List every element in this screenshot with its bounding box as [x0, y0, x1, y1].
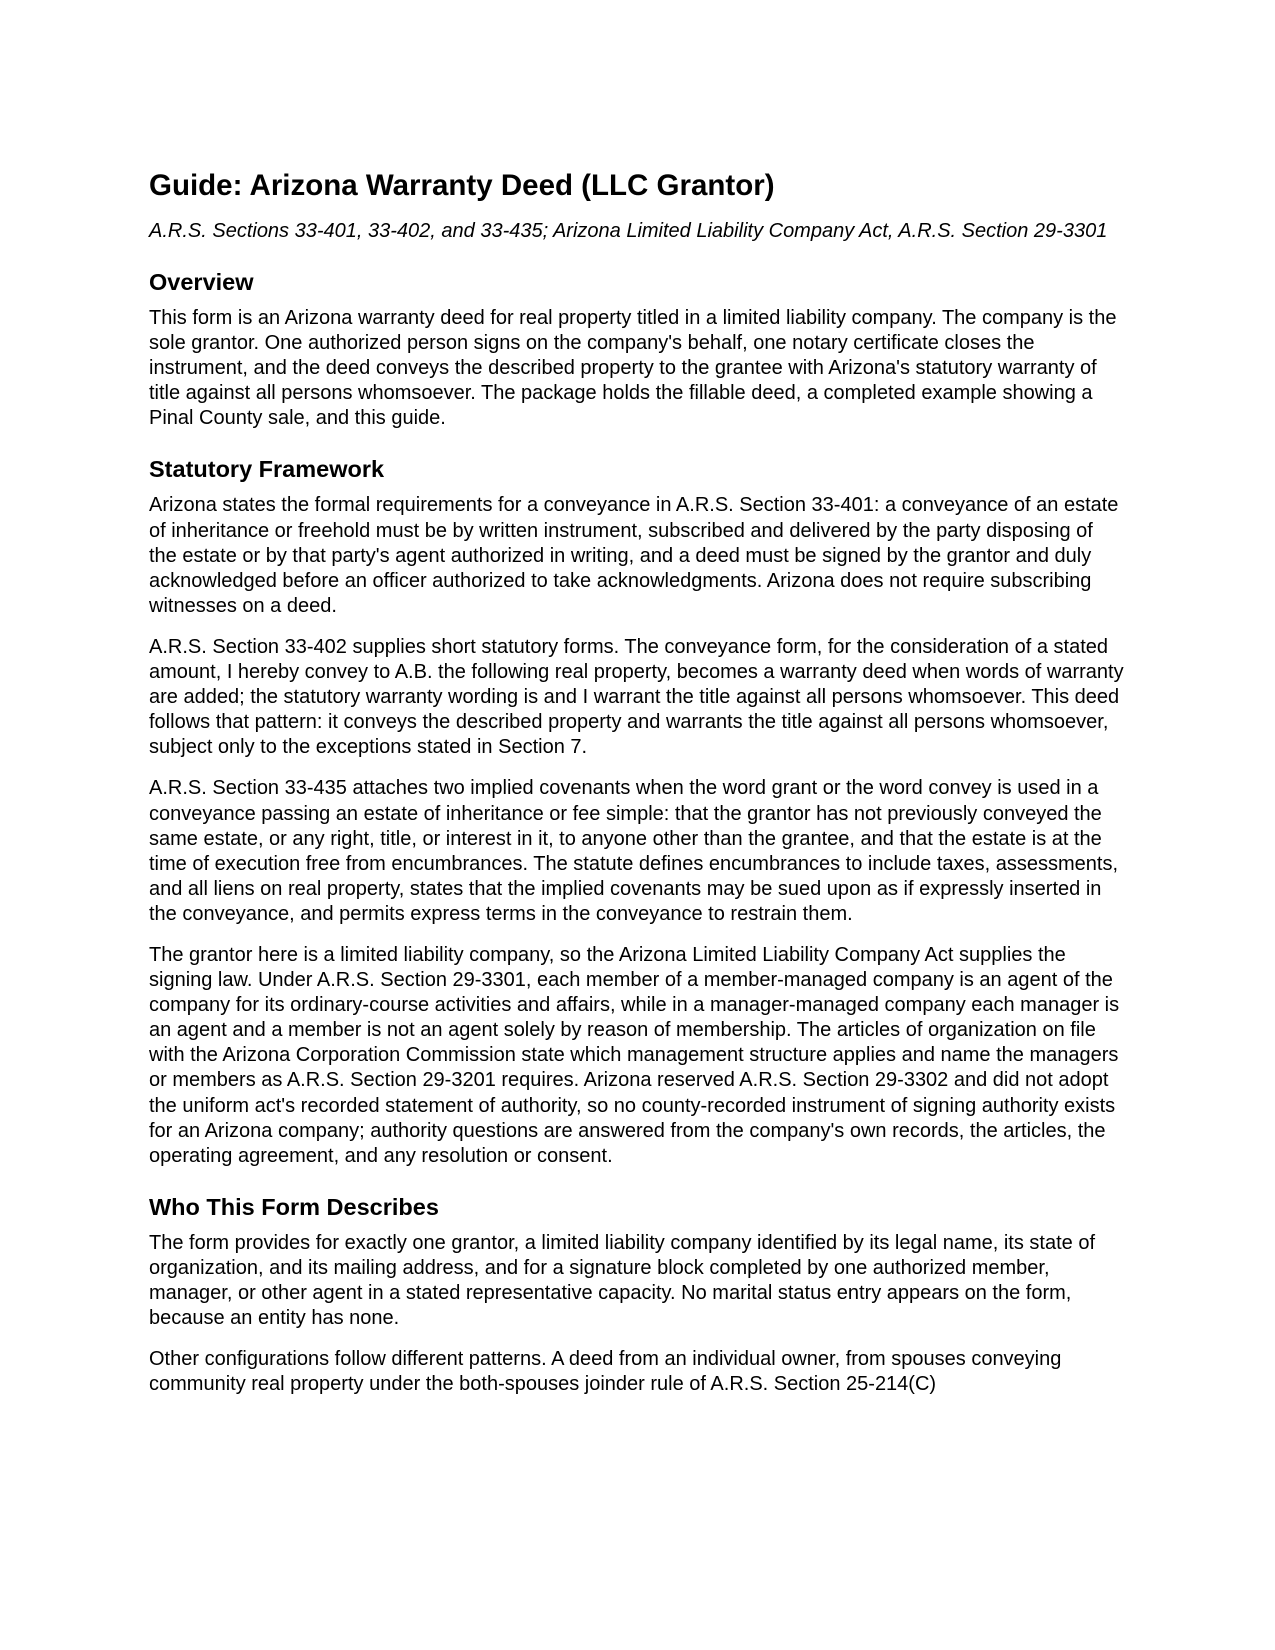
document-page	[149, 168, 1124, 1397]
statutory-paragraph-4: The grantor here is a limited liability company, so the Arizona Limited Liability Company Act supplies the signing law. Under A.R.S. Section 29-3301, each member of a member-managed company is an agent of the company for its ordinary-course activities and affairs, while in a manager-managed company each manager is an agent and a member is not an agent solely by reason of membership. The articles of organization on file with the Arizona Corporation Commission state which management structure applies and name the managers or members as A.R.S. Section 29-3201 requires. Arizona reserved A.R.S. Section 29-3302 and did not adopt the uniform act's recorded statement of authority, so no county-recorded instrument of signing authority exists for an Arizona company; authority questions are answered from the company's own records, the articles, the operating agreement, and any resolution or consent.	[149, 943, 1120, 1167]
who-paragraph-1: The form provides for exactly one grantor, a limited liability company identified by its legal name, its state of organization, and its mailing address, and for a signature block completed by one authorized member, manager, or other agent in a stated representative capacity. No marital status entry appears on the form, because an entity has none.	[149, 1231, 1096, 1330]
section-heading-who-this-form-describes: Who This Form Describes	[149, 1193, 439, 1220]
section-heading-statutory-framework: Statutory Framework	[149, 456, 385, 483]
document-subtitle: A.R.S. Sections 33-401, 33-402, and 33-435; Arizona Limited Liability Company Act, A.R.S. Section 29-3301	[149, 220, 1108, 242]
who-paragraph-2: Other configurations follow different patterns. A deed from an individual owner, from spouses conveying community real property under the both-spouses joinder rule of A.R.S. Section 25-214(C)	[149, 1348, 1062, 1396]
overview-paragraph-1: This form is an Arizona warranty deed for real property titled in a limited liability company. The company is the sole grantor. One authorized person signs on the company's behalf, one notary certificate closes the instrument, and the deed conveys the described property to the grantee with Arizona's statutory warranty of title against all persons whomsoever. The package holds the fillable deed, a completed example showing a Pinal County sale, and this guide.	[149, 307, 1117, 430]
section-heading-overview: Overview	[149, 269, 254, 295]
statutory-paragraph-2: A.R.S. Section 33-402 supplies short statutory forms. The conveyance form, for the consideration of a stated amount, I hereby convey to A.B. the following real property, becomes a warranty deed when words of warranty are added; the statutory warranty wording is and I warrant the title against all persons whomsoever. This deed follows that pattern: it conveys the described property and warrants the title against all persons whomsoever, subject only to the exceptions stated in Section 7.	[149, 635, 1124, 759]
statutory-paragraph-3: A.R.S. Section 33-435 attaches two implied covenants when the word grant or the word convey is used in a conveyance passing an estate of inheritance or fee simple: that the grantor has not previously conveyed the same estate, or any right, title, or interest in it, to anyone other than the grantee, and that the estate is at the time of execution free from encumbrances. The statute defines encumbrances to include taxes, assessments, and all liens on real property, states that the implied covenants may be sued upon as if expressly inserted in the conveyance, and permits express terms in the conveyance to restrain them.	[149, 777, 1119, 925]
statutory-paragraph-1: Arizona states the formal requirements for a conveyance in A.R.S. Section 33-401: a conveyance of an estate of inheritance or freehold must be by written instrument, subscribed and delivered by the party disposing of the estate or by that party's agent authorized in writing, and a deed must be signed by the grantor and duly acknowledged before an officer authorized to take acknowledgments. Arizona does not require subscribing witnesses on a deed.	[149, 494, 1119, 617]
document-title: Guide: Arizona Warranty Deed (LLC Grantor)	[149, 169, 775, 202]
